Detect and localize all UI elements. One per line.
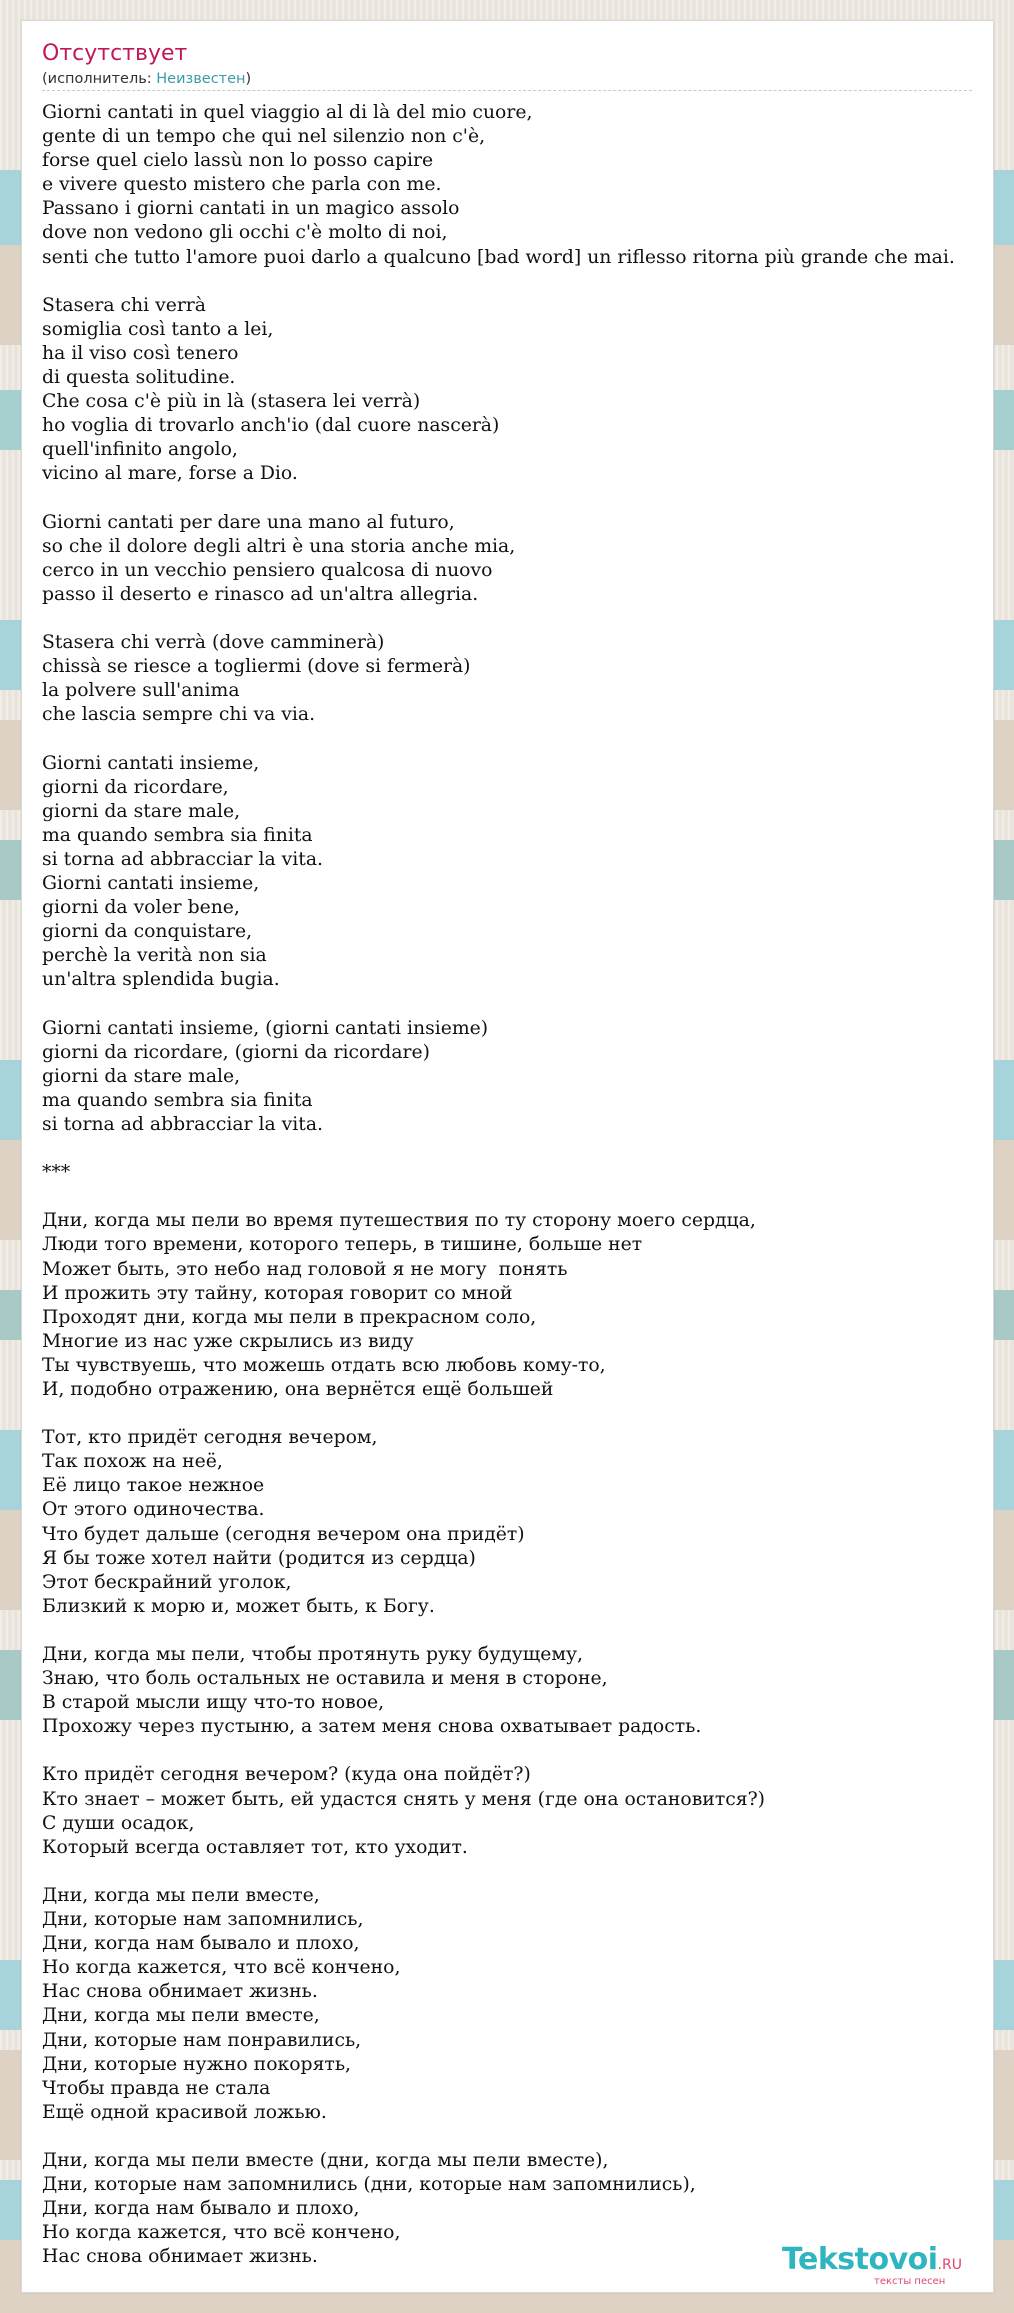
artist-line <box>42 69 251 89</box>
artist-prefix: (исполнитель: <box>42 71 157 87</box>
header-divider <box>42 90 972 91</box>
logo-name: Tekstovoi <box>782 2242 938 2277</box>
lyrics-text: Giorni cantati in quel viaggio al di là del mio cuore, gente di un tempo che qui nel silenzio non c'è, forse quel cielo lassù non lo posso capire e vivere questo mistero che parla con me. Passano i giorni cantati in un magico assolo dove non vedono gli occhi c'è molto di noi, senti che tutto l'amore puoi darlo a qualcuno [bad word] un riflesso ritorna più grande che mai. Stasera chi verrà somiglia così tanto a lei, ha il viso così tenero di questa solitudine. Che cosa c'è più in là (stasera lei verrà) ho voglia di trovarlo anch'io (dal cuore nascerà) quell'infinito angolo, vicino al mare, forse a Dio. Giorni cantati per dare una mano al futuro, so che il dolore degli altri è una storia anche mia, cerco in un vecchio pensiero qualcosa di nuovo passo il deserto e rinasco ad un'altra allegria. Stasera chi verrà (dove camminerà) chissà se riesce a togliermi (dove si fermerà) la polvere sull'anima che lascia sempre chi va via. Giorni cantati insieme, giorni da ricordare, giorni da stare male, ma quando sembra sia finita si torna ad abbracciar la vita. Giorni cantati insieme, giorni da voler bene, giorni da conquistare, perchè la verità non sia un'altra splendida bugia. Giorni cantati insieme, (giorni cantati insieme) giorni da ricordare, (giorni da ricordare) giorni da stare male, ma quando sembra sia finita si torna ad abbracciar la vita. *** Дни, когда мы пели во время путешествия по ту сторону моего сердца, Люди того времени, которого теперь, в тишине, больше нет Может быть, это небо над головой я не могу понять И прожить эту тайну, которая говорит со мной Проходят дни, когда мы пели в прекрасном соло, Многие из нас уже скрылись из виду Ты чувствуешь, что можешь отдать всю любовь кому-то, И, подобно отражению, она вернётся ещё большей Тот, кто придёт сегодня вечером, Так похож на неё, Её лицо такое нежное От этого одиночества. Что будет дальше (сегодня вечером она придёт) Я бы тоже хотел найти (родится из сердца) Этот бескрайний уголок, Близкий к морю и, может быть, к Богу. Дни, когда мы пели, чтобы протянуть руку будущему, Знаю, что боль остальных не оставила и меня в стороне, В старой мысли ищу что-то новое, Прохожу через пустыню, а затем меня снова охватывает радость. Кто придёт сегодня вечером? (куда она пойдёт?) Кто знает – может быть, ей удастся снять у меня (где она остановится?) С души осадок, Который всегда оставляет тот, кто уходит. Дни, когда мы пели вместе, Дни, которые нам запомнились, Дни, когда нам бывало и плохо, Но когда кажется, что всё кончено, Нас снова обнимает жизнь. Дни, когда мы пели вместе, Дни, которые нам понравились, Дни, которые нужно покорять, Чтобы правда не стала Ещё одной красивой ложью. Дни, когда мы пели вместе (дни, когда мы пели вместе), Дни, которые нам запомнились (дни, которые нам запомнились), Дни, когда нам бывало и плохо, Но когда кажется, что всё кончено, Нас снова обнимает жизнь. <box>42 102 955 2268</box>
site-logo[interactable] <box>782 2242 962 2287</box>
artist-suffix: ) <box>245 71 252 87</box>
artist-link[interactable]: Неизвестен <box>156 71 246 87</box>
logo-tagline: тексты песен <box>874 2276 946 2287</box>
song-title: Отсутствует <box>42 41 188 66</box>
logo-tld: .RU <box>937 2257 962 2273</box>
